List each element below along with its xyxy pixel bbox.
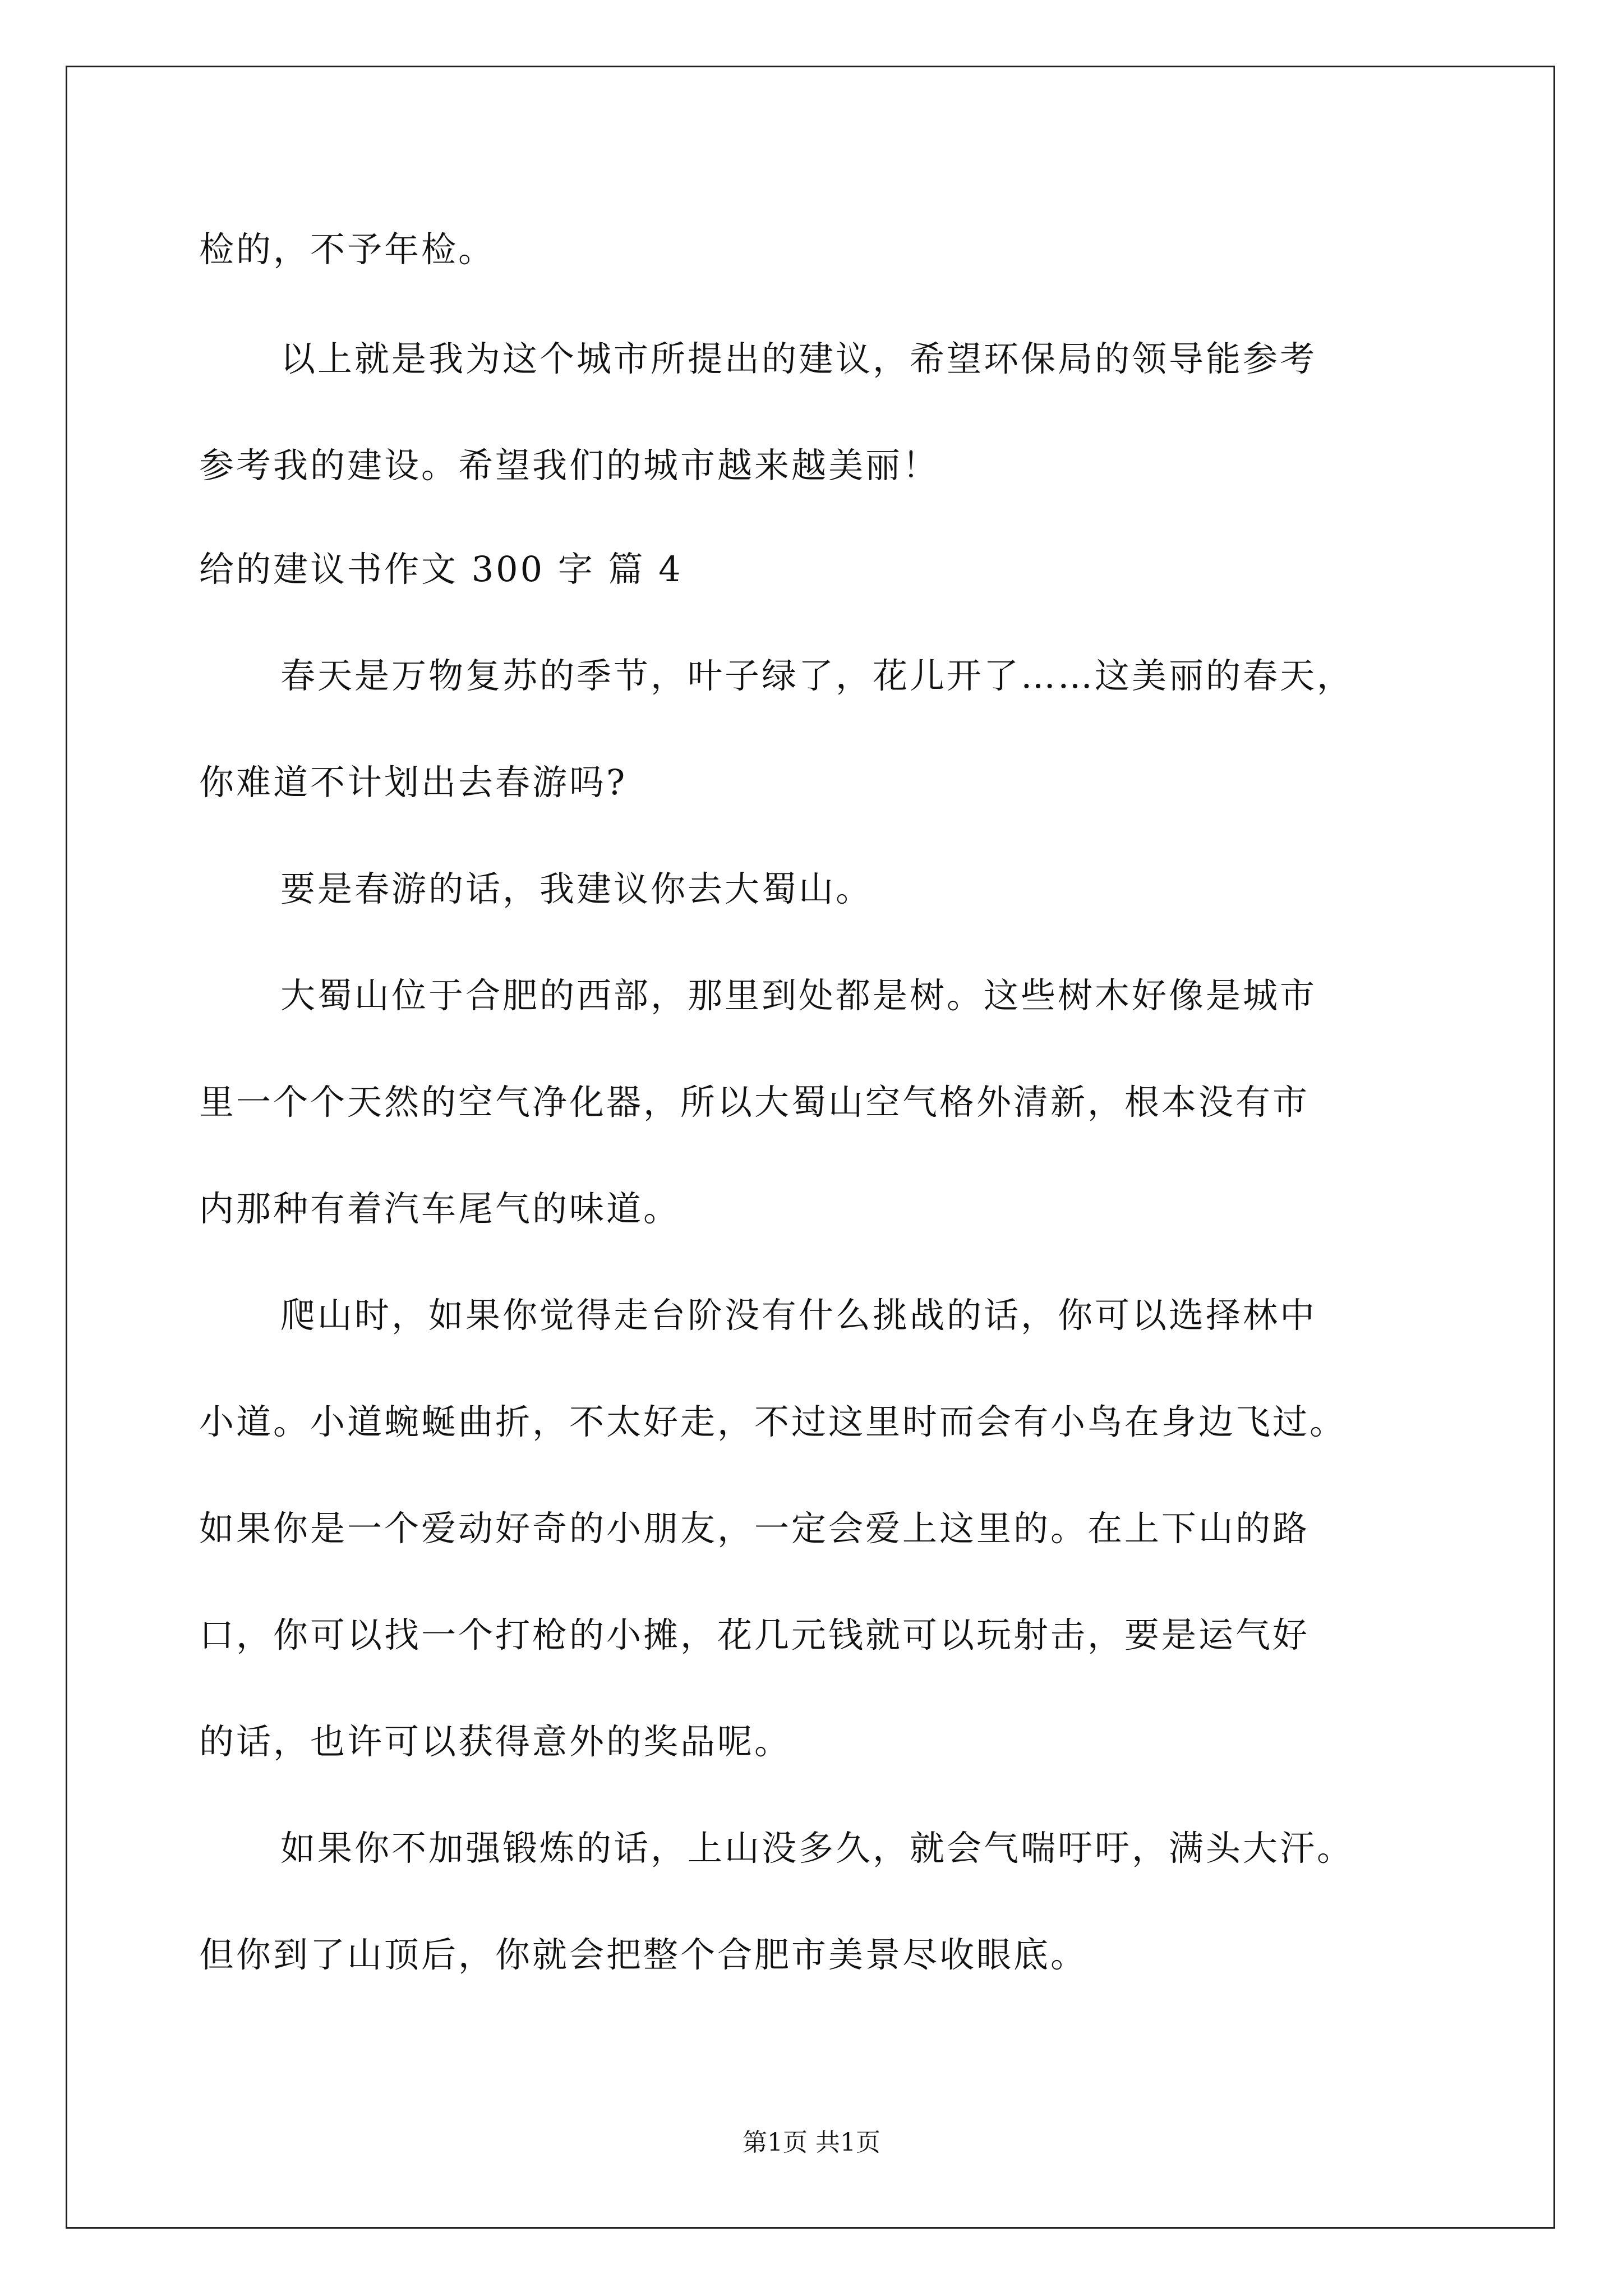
section-heading: 给的建议书作文 300 字 篇 4 [199, 549, 683, 590]
text-line: 如果你是一个爱动好奇的小朋友，一定会爱上这里的。在上下山的路 [199, 1508, 1310, 1549]
text-line: 爬山时，如果你觉得走台阶没有什么挑战的话，你可以选择林中 [280, 1295, 1317, 1336]
text-line: 春天是万物复苏的季节，叶子绿了，花儿开了……这美丽的春天， [280, 655, 1354, 696]
text-line: 口，你可以找一个打枪的小摊，花几元钱就可以玩射击，要是运气好 [199, 1614, 1310, 1655]
text-line: 里一个个天然的空气净化器，所以大蜀山空气格外清新，根本没有市 [199, 1082, 1310, 1122]
text-line: 要是春游的话，我建议你去大蜀山。 [280, 868, 873, 909]
page-border [66, 66, 1555, 2229]
text-line: 大蜀山位于合肥的西部，那里到处都是树。这些树木好像是城市 [280, 975, 1317, 1016]
text-line: 参考我的建设。希望我们的城市越来越美丽！ [199, 445, 940, 486]
text-line: 小道。小道蜿蜒曲折，不太好走，不过这里时而会有小鸟在身边飞过。 [199, 1401, 1347, 1442]
text-line: 但你到了山顶后，你就会把整个合肥市美景尽收眼底。 [199, 1934, 1088, 1975]
text-line: 检的，不予年检。 [199, 229, 496, 270]
text-line: 你难道不计划出去春游吗? [199, 762, 628, 803]
text-line: 以上就是我为这个城市所提出的建议，希望环保局的领导能参考 [280, 338, 1317, 379]
text-line: 内那种有着汽车尾气的味道。 [199, 1188, 681, 1229]
text-line: 如果你不加强锻炼的话，上山没多久，就会气喘吁吁，满头大汗。 [280, 1828, 1354, 1869]
text-line: 的话，也许可以获得意外的奖品呢。 [199, 1721, 792, 1762]
page-number-footer: 第1页 共1页 [743, 2128, 880, 2157]
